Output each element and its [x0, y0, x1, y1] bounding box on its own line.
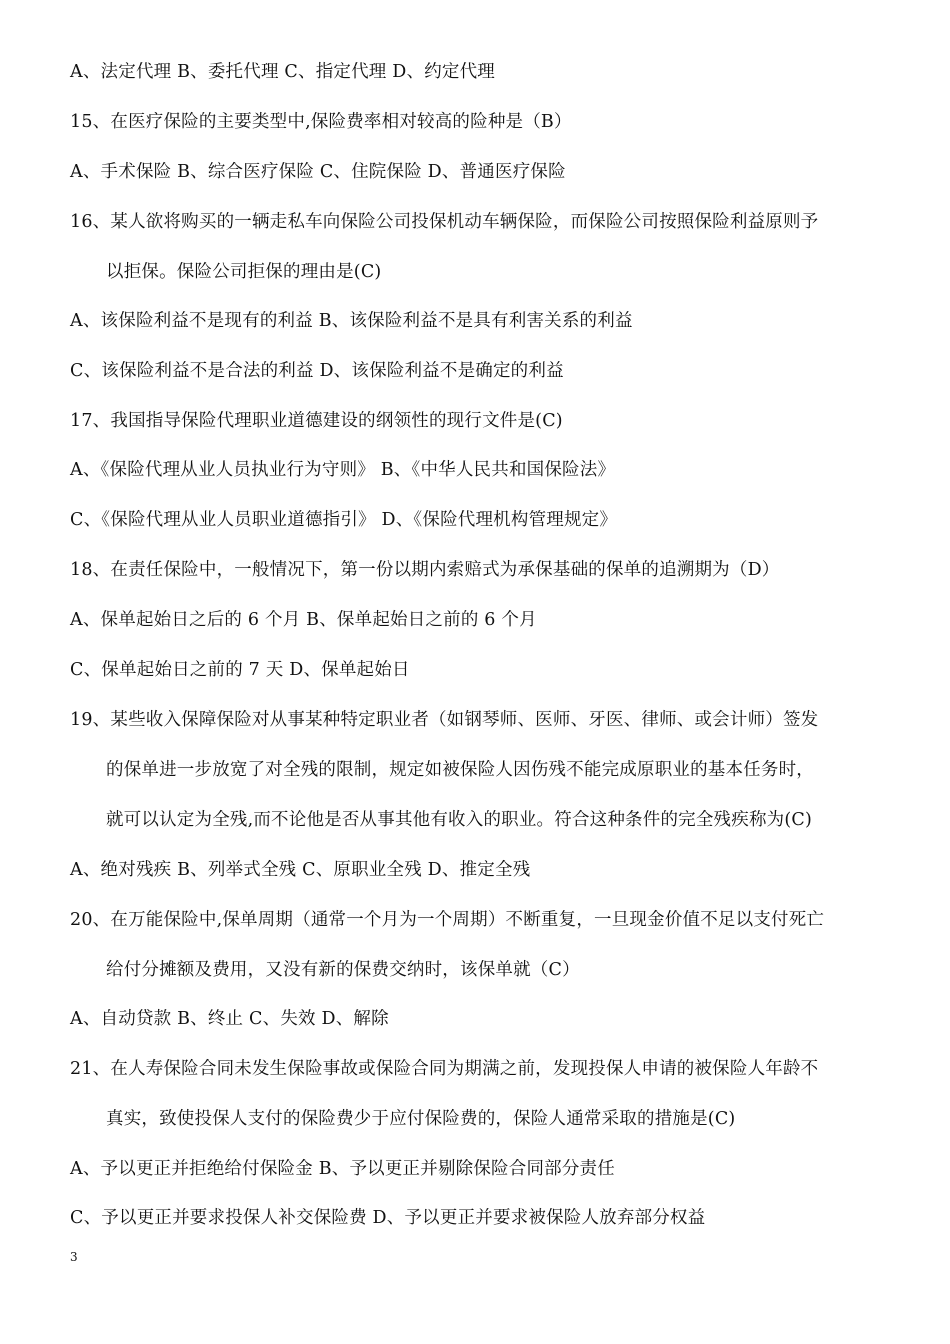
question-19: 19、某些收入保障保险对从事某种特定职业者（如钢琴师、医师、牙医、律师、或会计师）签发: [70, 710, 819, 730]
option-line-q17-cd: C、《保险代理从业人员职业道德指引》 D、《保险代理机构管理规定》: [70, 510, 618, 530]
option-line-q21-ab: A、予以更正并拒绝给付保险金 B、予以更正并剔除保险合同部分责任: [70, 1159, 615, 1179]
question-20: 20、在万能保险中,保单周期（通常一个月为一个周期）不断重复，一旦现金价值不足以支付死亡: [70, 910, 825, 930]
question-15: 15、在医疗保险的主要类型中,保险费率相对较高的险种是（B）: [70, 112, 572, 132]
option-line-q21-cd: C、予以更正并要求投保人补交保险费 D、予以更正并要求被保险人放弃部分权益: [70, 1208, 706, 1228]
option-line-q14: A、法定代理 B、委托代理 C、指定代理 D、约定代理: [70, 62, 496, 82]
option-line-q16-ab: A、该保险利益不是现有的利益 B、该保险利益不是具有利害关系的利益: [70, 311, 633, 331]
question-20-continued: 给付分摊额及费用，又没有新的保费交纳时，该保单就（C）: [106, 960, 580, 980]
question-17: 17、我国指导保险代理职业道德建设的纲领性的现行文件是(C): [70, 411, 563, 431]
question-16: 16、某人欲将购买的一辆走私车向保险公司投保机动车辆保险，而保险公司按照保险利益原则予: [70, 212, 819, 232]
option-line-q18-ab: A、保单起始日之后的 6 个月 B、保单起始日之前的 6 个月: [70, 610, 537, 630]
option-line-q15: A、手术保险 B、综合医疗保险 C、住院保险 D、普通医疗保险: [70, 162, 566, 182]
option-line-q18-cd: C、保单起始日之前的 7 天 D、保单起始日: [70, 660, 410, 680]
page-number: 3: [70, 1250, 78, 1264]
question-19-continued-1: 的保单进一步放宽了对全残的限制，规定如被保险人因伤残不能完成原职业的基本任务时，: [106, 760, 814, 780]
question-21: 21、在人寿保险合同未发生保险事故或保险合同为期满之前，发现投保人申请的被保险人年龄不: [70, 1059, 819, 1079]
option-line-q20: A、自动贷款 B、终止 C、失效 D、解除: [70, 1009, 389, 1029]
option-line-q17-ab: A、《保险代理从业人员执业行为守则》 B、《中华人民共和国保险法》: [70, 460, 616, 480]
question-21-continued: 真实，致使投保人支付的保险费少于应付保险费的，保险人通常采取的措施是(C): [106, 1109, 736, 1129]
option-line-q16-cd: C、该保险利益不是合法的利益 D、该保险利益不是确定的利益: [70, 361, 564, 381]
question-16-continued: 以拒保。保险公司拒保的理由是(C): [106, 262, 382, 282]
option-line-q19: A、绝对残疾 B、列举式全残 C、原职业全残 D、推定全残: [70, 860, 531, 880]
question-18: 18、在责任保险中，一般情况下，第一份以期内索赔式为承保基础的保单的追溯期为（D）: [70, 560, 780, 580]
question-19-continued-2: 就可以认定为全残,而不论他是否从事其他有收入的职业。符合这种条件的完全残疾称为(C): [106, 810, 813, 830]
